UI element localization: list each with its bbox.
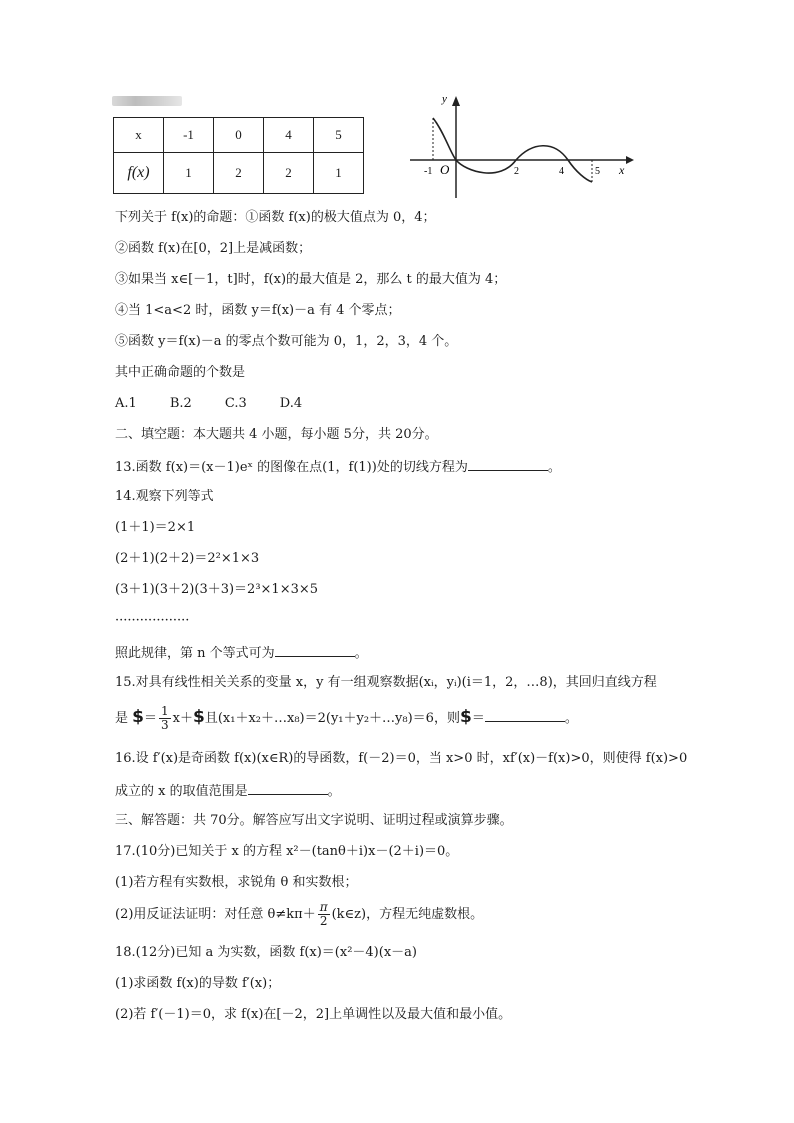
q15-tail: ＝ [471,711,485,726]
section-heading: 二、填空题：本大题共 4 小题，每小题 5分，共 20分。 [115,427,438,442]
q14-end: 。 [354,646,368,661]
y-axis-label: y [442,93,447,105]
q16-end: 。 [327,784,341,799]
q15-end: 。 [564,711,578,726]
fraction-numerator: π [319,900,328,914]
table-cell: 2 [214,153,264,194]
q17-title: 17.(10分)已知关于 x 的方程 x²－(tanθ＋i)x－(2＋i)＝0。 [115,844,459,859]
obscured-header [112,96,182,106]
text-line: ②函数 f(x)在[0，2]上是减函数； [115,241,312,256]
q17-part2 [115,900,483,930]
derivative-graph [404,92,634,202]
q18-title: 18.(12分)已知 a 为实数，函数 f(x)＝(x²－4)(x－a) [115,945,417,960]
q17-p2-pre: (2)用反证法证明：对任意 θ≠kπ＋ [115,907,316,922]
table-header-cell: 0 [214,118,264,153]
answer-blank[interactable] [275,643,355,657]
question-14-prompt [115,643,368,663]
text-line: ③如果当 x∈[－1，t]时，f(x)的最大值是 2，那么 t 的最大值为 4； [115,272,507,287]
table-header-cell: -1 [164,118,214,153]
q14-eq2: (2＋1)(2＋2)＝2²×1×3 [115,551,260,566]
q15-mid: x＋ [172,711,193,726]
q18-part1: (1)求函数 f(x)的导数 f′(x)； [115,976,281,991]
answer-blank[interactable] [468,457,548,471]
answer-options: A.1 B.2 C.3 D.4 [115,396,303,411]
fraction-pi-over-2 [318,901,330,928]
text-line: ⑤函数 y＝f(x)－a 的零点个数可能为 0，1，2，3，4 个。 [115,334,458,349]
q14-dots: ·················· [115,613,190,628]
q13-text: 13.函数 f(x)＝(x－1)eˣ 的图像在点(1，f(1))处的切线方程为 [115,460,468,475]
table-header-cell: 5 [314,118,364,153]
table-cell: 1 [314,153,364,194]
answer-blank[interactable] [248,781,328,795]
q16-line2-text: 成立的 x 的取值范围是 [115,784,248,799]
q17-p2-post: (k∈z)，方程无纯虚数根。 [331,907,484,922]
fraction-denominator: 3 [161,718,169,732]
table-header-cell: x [114,118,164,153]
a-hat-symbol: $ [192,707,205,727]
question-15-equation [115,702,578,734]
q14-eq1: (1＋1)＝2×1 [115,520,196,535]
answer-blank[interactable] [485,708,565,722]
y-hat-symbol: $ [132,707,144,727]
tick-label: -1 [424,166,433,177]
tick-label: 4 [559,166,564,177]
fraction-one-third [159,705,171,732]
q13-end: 。 [547,460,561,475]
table-header-cell: 4 [264,118,314,153]
origin-label: O [440,162,450,177]
q14-eq3: (3＋1)(3＋2)(3＋3)＝2³×1×3×5 [115,582,319,597]
tick-label: 5 [595,166,600,177]
q15-rest: 且(x₁＋x₂＋…x₈)＝2(y₁＋y₂＋…y₈)＝6，则 [204,711,460,726]
table-row-label: f(x) [114,153,164,194]
q17-part1: (1)若方程有实数根，求锐角 θ 和实数根； [115,875,358,890]
q15-line1: 15.对具有线性相关关系的变量 x，y 有一组观察数据(xᵢ，yᵢ)(i＝1，2，…8)，其回归直线方程 [115,675,657,690]
q16-line1: 16.设 f′(x)是奇函数 f(x)(x∈R)的导函数，f(－2)＝0，当 x>0 时，xf′(x)－f(x)>0，则使得 f(x)>0 [115,751,688,766]
fraction-numerator: 1 [161,704,169,718]
question-16-line2 [115,781,341,801]
table-cell: 2 [264,153,314,194]
x-axis-label: x [619,163,625,177]
q14-title: 14.观察下列等式 [115,489,214,504]
q18-part2: (2)若 f′(－1)＝0，求 f(x)在[－2，2]上单调性以及最大值和最小值。 [115,1007,512,1022]
text-line: ④当 1<a<2 时，函数 y＝f(x)－a 有 4 个零点； [115,303,401,318]
q14-prompt-text: 照此规律，第 n 个等式可为 [115,646,275,661]
section-heading: 三、解答题：共 70分。解答应写出文字说明、证明过程或演算步骤。 [115,813,513,828]
table-cell: 1 [164,153,214,194]
fraction-denominator: 2 [319,914,328,928]
function-value-table [113,117,364,194]
q15-pre: 是 [115,711,133,726]
a-hat-symbol: $ [459,707,472,727]
text-line: 其中正确命题的个数是 [115,365,246,380]
tick-label: 2 [514,166,519,177]
question-13 [115,457,561,477]
text-line: 下列关于 f(x)的命题：①函数 f(x)的极大值点为 0，4； [115,210,436,225]
q15-equals: ＝ [143,711,157,726]
